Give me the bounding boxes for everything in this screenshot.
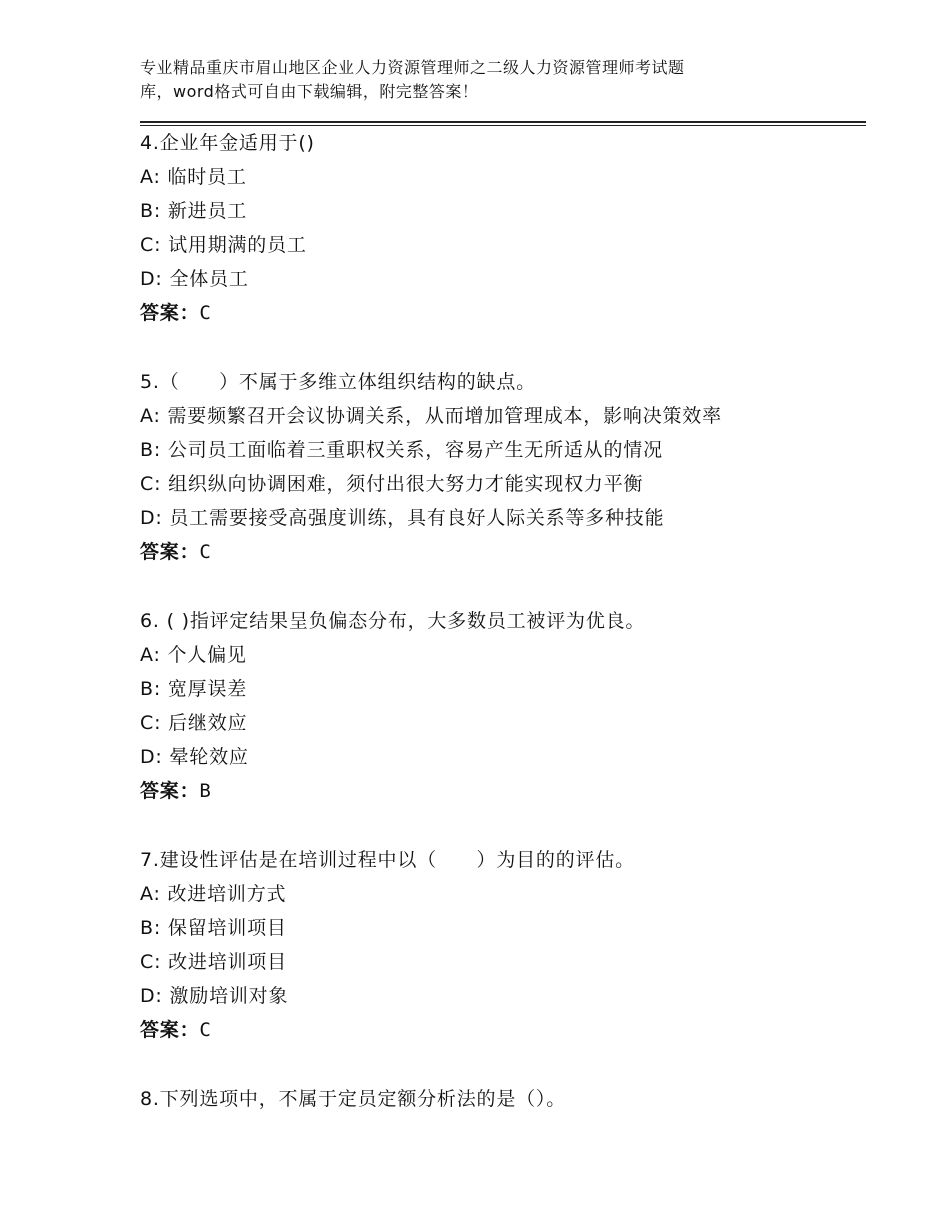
header-line-1: 专业精品重庆市眉山地区企业人力资源管理师之二级人力资源管理师考试题 [140,58,685,77]
option-c: C: 组织纵向协调困难，须付出很大努力才能实现权力平衡 [140,473,644,495]
question-8 [140,1082,880,1116]
question-stem: 8.下列选项中，不属于定员定额分析法的是（）。 [140,1088,567,1110]
option-a: A: 临时员工 [140,166,247,188]
answer-line [140,774,880,808]
option-b: B: 新进员工 [140,200,248,222]
answer-label: 答案： [140,302,200,324]
answer-line [140,296,880,330]
answer-line [140,535,880,569]
header-line-2: 库，word格式可自由下载编辑，附完整答案！ [140,82,479,101]
answer-value: B [199,780,212,802]
answer-label: 答案： [140,780,200,802]
question-stem: 5.（ ）不属于多维立体组织结构的缺点。 [140,371,536,393]
option-a: A: 改进培训方式 [140,883,287,905]
option-d: D: 员工需要接受高强度训练，具有良好人际关系等多种技能 [140,507,665,529]
option-b: B: 保留培训项目 [140,917,287,939]
option-d: D: 全体员工 [140,268,249,290]
question-stem: 7.建设性评估是在培训过程中以（ ）为目的的评估。 [140,849,635,871]
option-b: B: 宽厚误差 [140,678,248,700]
question-stem: 4.企业年金适用于() [140,132,315,154]
answer-value: C [199,302,212,324]
option-b: B: 公司员工面临着三重职权关系，容易产生无所适从的情况 [140,439,663,461]
option-d: D: 晕轮效应 [140,746,249,768]
question-4 [140,126,880,330]
option-c: C: 后继效应 [140,712,248,734]
answer-value: C [199,1019,212,1041]
option-d: D: 激励培训对象 [140,985,289,1007]
option-c: C: 试用期满的员工 [140,234,307,256]
question-5 [140,365,880,569]
option-a: A: 需要频繁召开会议协调关系，从而增加管理成本，影响决策效率 [140,405,722,427]
answer-label: 答案： [140,541,200,563]
question-stem: 6. ( )指评定结果呈负偏态分布，大多数员工被评为优良。 [140,610,646,632]
answer-line [140,1013,880,1047]
answer-label: 答案： [140,1019,200,1041]
document-header [140,56,860,104]
question-7 [140,843,880,1047]
option-a: A: 个人偏见 [140,644,247,666]
question-6 [140,604,880,808]
header-divider-thick [140,121,866,123]
answer-value: C [199,541,212,563]
option-c: C: 改进培训项目 [140,951,287,973]
